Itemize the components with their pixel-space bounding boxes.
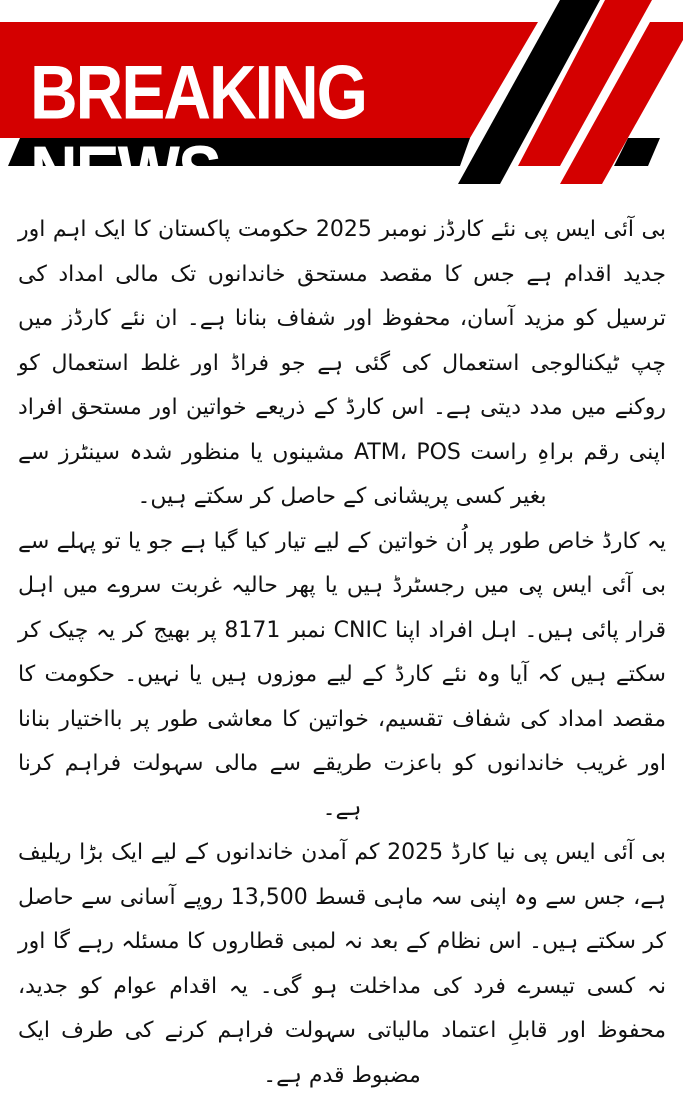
banner-title: BREAKING NEWS [30, 49, 367, 216]
breaking-news-banner [0, 0, 683, 216]
article-paragraph-3: بی آئی ایس پی نیا کارڈ 2025 کم آمدن خاندانوں کے لیے ایک بڑا ریلیف ہے، جس سے وہ اپنی سہ ماہی قسط 13,500 روپے آسانی سے حاصل کر سکتے ہیں۔ اس نظام کے بعد نہ لمبی قطاروں کا مسئلہ رہے گا اور نہ کسی تیسرے فرد کی مداخلت ہو گی۔ یہ اقدام عوام کو جدید، محفوظ اور قابلِ اعتماد مالیاتی سہولت فراہم کرنے کی طرف ایک مضبوط قدم ہے۔ [18, 840, 667, 1088]
article-body [18, 208, 666, 1098]
article-paragraph-2: یہ کارڈ خاص طور پر اُن خواتین کے لیے تیار کیا گیا ہے جو یا تو پہلے سے بی آئی ایس پی میں رجسٹرڈ ہیں یا پھر حالیہ غربت سروے میں اہل قرار پائی ہیں۔ اہل افراد اپنا CNIC نمبر 8171 پر بھیج کر یہ چیک کر سکتے ہیں کہ آیا وہ نئے کارڈ کے لیے موزوں ہیں یا نہیں۔ حکومت کا مقصد امداد کی شفاف تقسیم، خواتین کا معاشی طور پر بااختیار بنانا اور غریب خاندانوں کو باعزت طریقے سے مالی سہولت فراہم کرنا ہے۔ [18, 528, 666, 821]
article-paragraph-1: بی آئی ایس پی نئے کارڈز نومبر 2025 حکومت پاکستان کا ایک اہم اور جدید اقدام ہے جس کا مقصد مستحق خاندانوں تک مالی امداد کی ترسیل کو مزید آسان، محفوظ اور شفاف بنانا ہے۔ ان نئے کارڈز میں چپ ٹیکنالوجی استعمال کی گئی ہے جو فراڈ اور غلط استعمال کو روکنے میں مدد دیتی ہے۔ اس کارڈ کے ذریعے خواتین اور مستحق افراد اپنی رقم براہِ راست ATM، POS مشینوں یا منظور شدہ سینٹرز سے بغیر کسی پریشانی کے حاصل کر سکتے ہیں۔ [18, 217, 666, 509]
